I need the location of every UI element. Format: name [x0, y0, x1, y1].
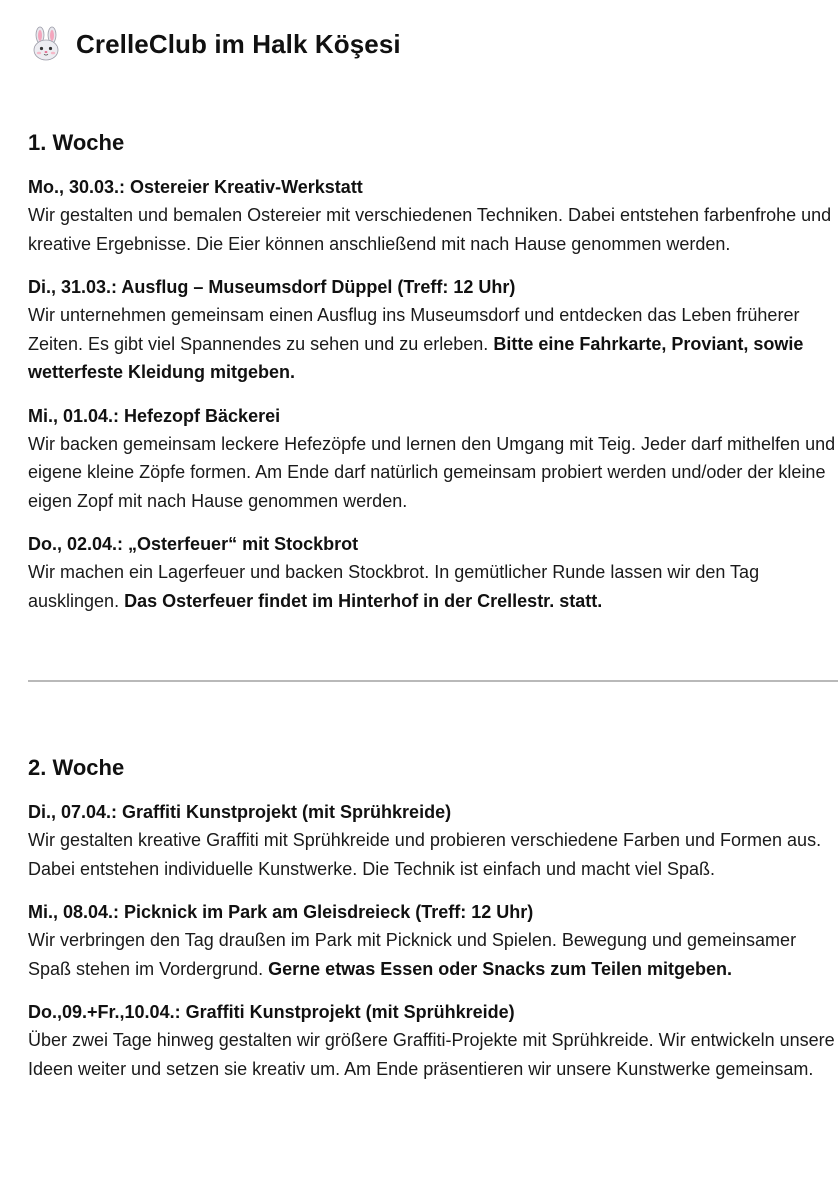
bunny-icon	[28, 26, 64, 62]
event-text: Wir machen ein Lagerfeuer und backen Stockbrot. In gemütlicher Runde lassen wir den Tag ausklingen.	[28, 562, 760, 611]
event-note: Das Osterfeuer findet im Hinterhof in der Crellestr. statt.	[124, 590, 603, 611]
event-description	[28, 826, 836, 883]
week-section-2	[28, 755, 836, 1099]
event-description	[28, 1026, 836, 1083]
event-item	[28, 274, 836, 387]
event-text: Über zwei Tage hinweg gestalten wir größere Graffiti-Projekte mit Sprühkreide. Wir entwickeln unsere Ideen weiter und setzen sie kreativ um. Am Ende präsentieren wir unsere Kunstwerke gemeinsam.	[28, 1030, 835, 1079]
event-item	[28, 799, 836, 883]
page-header	[28, 26, 401, 62]
event-heading: Di., 07.04.: Graffiti Kunstprojekt (mit Sprühkreide)	[28, 802, 452, 822]
event-text: Wir gestalten kreative Graffiti mit Sprühkreide und probieren verschiedene Farben und Formen aus. Dabei entstehen individuelle Kunstwerke. Die Technik ist einfach und macht viel Spaß.	[28, 830, 822, 879]
event-heading: Mi., 01.04.: Hefezopf Bäckerei	[28, 405, 281, 426]
event-item	[28, 403, 836, 516]
event-note: Bitte eine Fahrkarte, Proviant, sowie wetterfeste Kleidung mitgeben.	[28, 333, 804, 382]
page-title: CrelleClub im Halk Köşesi	[76, 28, 401, 59]
event-description	[28, 926, 836, 983]
event-description	[28, 201, 836, 258]
event-item	[28, 899, 836, 983]
week-title: 2. Woche	[28, 755, 125, 780]
event-text: Wir verbringen den Tag draußen im Park mit Picknick und Spielen. Bewegung und gemeinsamer Spaß stehen im Vordergrund.	[28, 930, 797, 979]
event-description	[28, 430, 836, 516]
event-text: Wir backen gemeinsam leckere Hefezöpfe und lernen den Umgang mit Teig. Jeder darf mithelfen und eigene kleine Zöpfe formen. Am Ende darf natürlich gemeinsam probiert werden und/oder der kleine eigen Zopf mit nach Hause genommen werden.	[28, 433, 836, 511]
event-description	[28, 301, 836, 387]
event-note: Gerne etwas Essen oder Snacks zum Teilen mitgeben.	[268, 958, 732, 979]
event-item	[28, 999, 836, 1083]
event-text: Wir gestalten und bemalen Ostereier mit verschiedenen Techniken. Dabei entstehen farbenfrohe und kreative Ergebnisse. Die Eier können anschließend mit nach Hause genommen werden.	[28, 205, 832, 254]
week-divider	[28, 680, 838, 682]
event-heading: Mo., 30.03.: Ostereier Kreativ-Werkstatt	[28, 177, 363, 197]
event-heading: Di., 31.03.: Ausflug – Museumsdorf Düppel (Treff: 12 Uhr)	[28, 277, 516, 297]
event-heading: Mi., 08.04.: Picknick im Park am Gleisdreieck (Treff: 12 Uhr)	[28, 902, 534, 922]
week-section-1	[28, 130, 836, 631]
week-title: 1. Woche	[28, 130, 125, 155]
event-heading: Do.,09.+Fr.,10.04.: Graffiti Kunstprojekt (mit Sprühkreide)	[28, 1002, 515, 1022]
event-heading: Do., 02.04.: „Osterfeuer“ mit Stockbrot	[28, 534, 359, 554]
event-description	[28, 558, 836, 615]
event-item	[28, 531, 836, 615]
event-text: Wir unternehmen gemeinsam einen Ausflug ins Museumsdorf und entdecken das Leben früherer Zeiten. Es gibt viel Spannendes zu sehen und zu erleben.	[28, 305, 800, 354]
event-item	[28, 174, 836, 258]
